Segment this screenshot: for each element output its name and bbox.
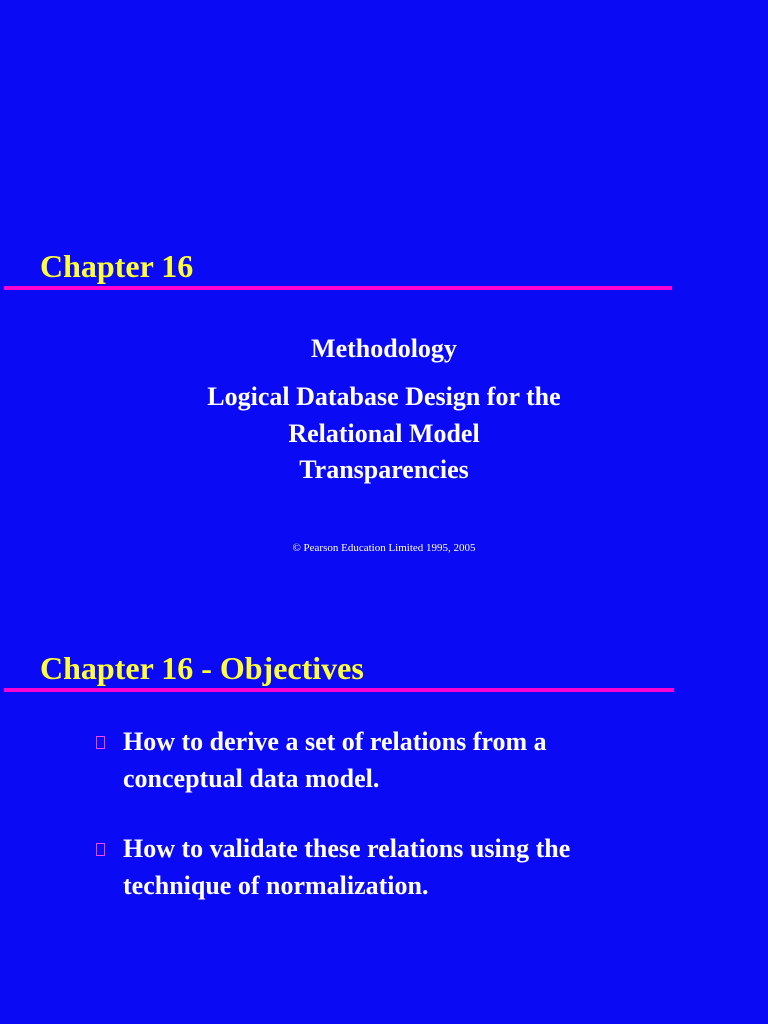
title-divider [4, 286, 672, 290]
objectives-slide [0, 600, 768, 1024]
objective-line-1: How to validate these relations using the [123, 834, 571, 863]
subtitle-line-2: Relational Model [288, 419, 480, 448]
objectives-title: Chapter 16 - Objectives [40, 650, 364, 686]
square-bullet-icon [96, 736, 105, 749]
transparencies-label: Transparencies [299, 455, 469, 484]
objective-line-2: technique of normalization. [123, 871, 429, 900]
copyright-notice: © Pearson Education Limited 1995, 2005 [292, 542, 476, 554]
slide-heading: Methodology [311, 334, 457, 363]
objective-item [92, 830, 732, 904]
slide-subtitle [0, 378, 768, 452]
objective-item [92, 723, 732, 797]
objectives-list [92, 723, 732, 937]
objective-line-2: conceptual data model. [123, 764, 380, 793]
chapter-title: Chapter 16 [40, 248, 194, 284]
objective-line-1: How to derive a set of relations from a [123, 727, 547, 756]
square-bullet-icon [96, 843, 105, 856]
objectives-divider [4, 688, 674, 692]
subtitle-line-1: Logical Database Design for the [207, 382, 561, 411]
